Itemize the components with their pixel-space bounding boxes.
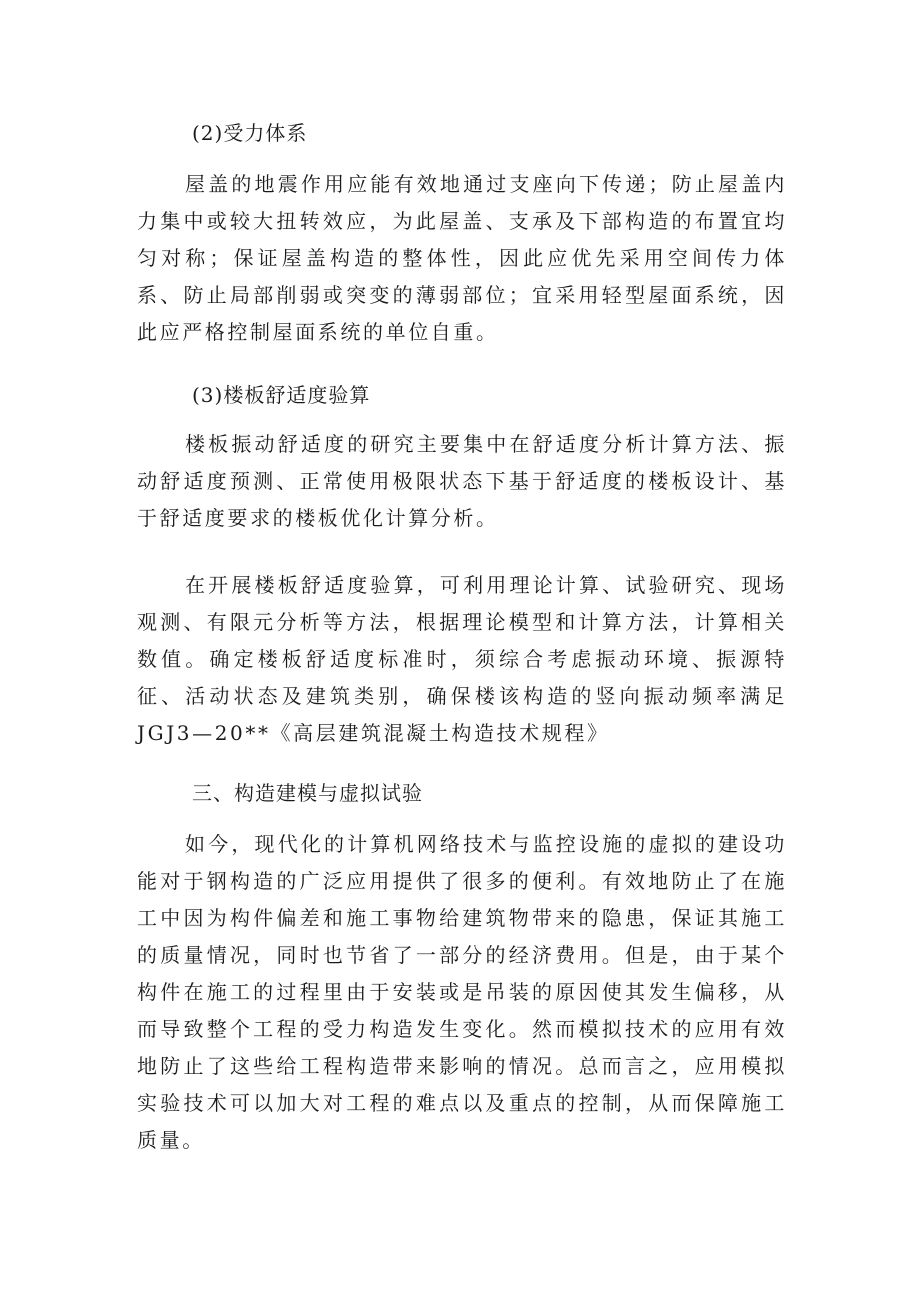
- paragraph-floor-vibration-research: 楼板振动舒适度的研究主要集中在舒适度分析计算方法、振动舒适度预测、正常使用极限状态下基于舒适度的楼板设计、基于舒适度要求的楼板优化计算分析。: [137, 432, 787, 530]
- paragraph-roof-seismic: 屋盖的地震作用应能有效地通过支座向下传递；防止屋盖内力集中或较大扭转效应，为此屋盖、支承及下部构造的布置宜均匀对称；保证屋盖构造的整体性，因此应优先采用空间传力体系、防止局部削弱或突变的薄弱部位；宜采用轻型屋面系统，因此应严格控制屋面系统的单位自重。: [137, 172, 787, 344]
- paragraph-floor-comfort-check: 在开展楼板舒适度验算，可利用理论计算、试验研究、现场观测、有限元分析等方法，根据理论模型和计算方法，计算相关数值。确定楼板舒适度标准时，须综合考虑振动环境、振源特征、活动状态及建筑类别，确保楼该构造的竖向振动频率满足JGJ3—20**《高层建筑混凝土构造技术规程》: [137, 573, 787, 745]
- paragraph-virtual-testing: 如今，现代化的计算机网络技术与监控设施的虚拟的建设功能对于钢构造的广泛应用提供了很多的便利。有效地防止了在施工中因为构件偏差和施工事物给建筑物带来的隐患，保证其施工的质量情况，同时也节省了一部分的经济费用。但是，由于某个构件在施工的过程里由于安装或是吊装的原因使其发生偏移，从而导致整个工程的受力构造发生变化。然而模拟技术的应用有效地防止了这些给工程构造带来影响的情况。总而言之，应用模拟实验技术可以加大对工程的难点以及重点的控制，从而保障施工质量。: [137, 832, 787, 1152]
- section-heading-modeling-simulation: 三、构造建模与虚拟试验: [192, 781, 423, 805]
- section-heading-force-system: (2)受力体系: [192, 121, 308, 145]
- section-heading-floor-comfort: (3)楼板舒适度验算: [192, 383, 371, 407]
